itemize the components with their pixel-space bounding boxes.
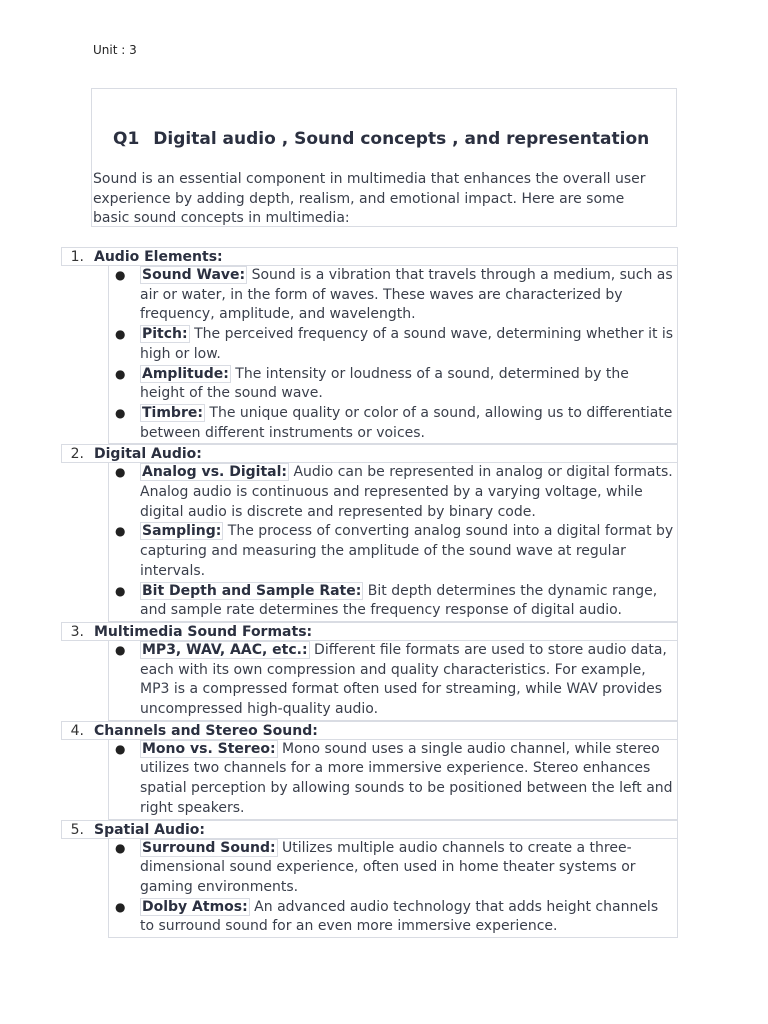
intro-paragraph: Sound is an essential component in multimedia that enhances the overall user experience by adding depth, realism, and emotional impact. Here are some basic sound concepts in multimedia: — [93, 171, 646, 227]
bullet-text: Sound is a vibration that travels through a medium, such as air or water, in the form of waves. These waves are characterized by frequency, amplitude, and wavelength. — [140, 267, 673, 323]
bullet-icon: ● — [115, 524, 126, 539]
bullet-icon: ● — [115, 327, 126, 342]
bullet-icon: ● — [115, 465, 126, 480]
bullet-text: Different file formats are used to store audio data, each with its own compression and quality characteristics. For example, MP3 is a compressed format often used for streaming, while WAV provides uncompressed high-quality audio. — [140, 641, 667, 718]
section-heading — [61, 444, 678, 463]
list-item — [109, 898, 677, 937]
bullet-icon: ● — [115, 899, 126, 914]
bullet-icon: ● — [115, 268, 126, 282]
list-item — [109, 522, 677, 581]
bullet-term: MP3, WAV, AAC, etc.: — [142, 641, 308, 658]
bullet-icon: ● — [115, 741, 126, 756]
section-number: 1. — [70, 249, 84, 265]
bullet-text: Audio can be represented in analog or digital formats. Analog audio is continuous and represented by a varying voltage, while digital audio is discrete and represented by binary code. — [140, 464, 673, 520]
bullet-term: Amplitude: — [142, 365, 229, 382]
bullet-text: Mono sound uses a single audio channel, while stereo utilizes two channels for a more immersive experience. Stereo enhances spatial perception by allowing sounds to be positioned between the left and right speakers. — [140, 740, 673, 816]
bullet-text: The intensity or loudness of a sound, determined by the height of the sound wave. — [140, 365, 629, 402]
list-item — [109, 404, 677, 443]
section-title: Spatial Audio: — [94, 821, 206, 838]
concept-list — [61, 247, 678, 938]
bullet-text: The perceived frequency of a sound wave, determining whether it is high or low. — [140, 326, 674, 362]
question-title: Digital audio , Sound concepts , and representation — [153, 129, 650, 149]
list-item — [109, 463, 677, 522]
section-heading — [61, 820, 678, 839]
list-item — [109, 325, 677, 364]
section-number: 3. — [70, 623, 84, 640]
bullet-term: Bit Depth and Sample Rate: — [142, 582, 362, 599]
bullet-term: Mono vs. Stereo: — [142, 740, 276, 757]
bullet-text: An advanced audio technology that adds height channels to surround sound for an even more immersive experience. — [140, 898, 659, 935]
list-item — [109, 740, 677, 819]
bullet-term: Sampling: — [142, 523, 222, 540]
bullet-icon: ● — [115, 642, 126, 657]
bullet-term: Surround Sound: — [142, 839, 276, 856]
section-bullets — [108, 641, 678, 721]
list-item — [109, 641, 677, 720]
section-title: Audio Elements: — [94, 249, 223, 265]
section-bullets — [108, 740, 678, 820]
bullet-term: Pitch: — [142, 326, 188, 343]
section-heading — [61, 622, 678, 641]
bullet-term: Timbre: — [142, 404, 203, 421]
bullet-text: Bit depth determines the dynamic range, and sample rate determines the frequency response of digital audio. — [140, 582, 658, 619]
section-heading — [61, 247, 678, 266]
bullet-term: Analog vs. Digital: — [142, 464, 287, 481]
section-heading — [61, 721, 678, 740]
section-bullets — [108, 463, 678, 622]
section-number: 5. — [70, 821, 84, 838]
section-bullets — [108, 266, 678, 444]
bullet-icon: ● — [115, 405, 126, 420]
bullet-text: Utilizes multiple audio channels to create a three-dimensional sound experience, often used in home theater systems or gaming environments. — [140, 839, 636, 895]
unit-label: Unit : 3 — [93, 43, 137, 57]
list-item — [109, 365, 677, 404]
list-item — [109, 266, 677, 325]
question-heading — [113, 129, 649, 149]
question-number: Q1 — [113, 129, 140, 149]
bullet-text: The process of converting analog sound into a digital format by capturing and measuring the amplitude of the sound wave at regular intervals. — [140, 523, 674, 579]
list-item — [109, 582, 677, 621]
bullet-icon: ● — [115, 840, 126, 855]
section-title: Channels and Stereo Sound: — [94, 722, 318, 739]
section-bullets — [108, 839, 678, 939]
section-number: 4. — [70, 722, 84, 739]
bullet-icon: ● — [115, 366, 126, 381]
bullet-term: Sound Wave: — [142, 267, 246, 283]
bullet-text: The unique quality or color of a sound, allowing us to differentiate between different instruments or voices. — [140, 404, 673, 441]
section-title: Multimedia Sound Formats: — [94, 623, 313, 640]
list-item — [109, 839, 677, 898]
section-title: Digital Audio: — [94, 446, 202, 463]
bullet-term: Dolby Atmos: — [142, 898, 248, 915]
section-number: 2. — [70, 446, 84, 463]
bullet-icon: ● — [115, 583, 126, 598]
